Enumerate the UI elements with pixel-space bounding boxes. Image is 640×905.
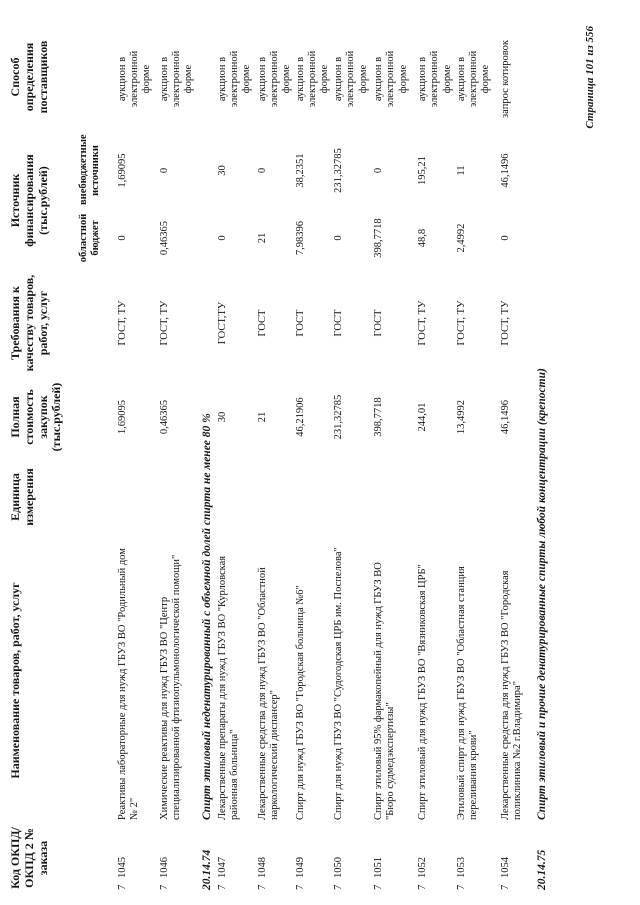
row-regional: 398,7718 bbox=[373, 218, 385, 258]
row-extrabudget: 195,21 bbox=[417, 156, 429, 185]
row-number: 1054 bbox=[499, 857, 511, 878]
row-number: 1051 bbox=[373, 857, 385, 878]
header-code: Код ОКПД/ ОКПД 2 № заказа bbox=[8, 827, 50, 889]
row-unit bbox=[294, 456, 332, 538]
section-code: 20.14.75 bbox=[535, 849, 548, 890]
row-name: Спирт этиловый 95% фармакопейный для нужд ГБУЗ ВО "Бюро судмедэкспертизы" bbox=[373, 562, 397, 820]
row-cost: 0,46365 bbox=[159, 399, 170, 435]
row-extrabudget: 1,69095 bbox=[117, 153, 128, 188]
row-number: 1052 bbox=[417, 857, 429, 878]
row-method: аукцион в электронной форме bbox=[117, 50, 153, 108]
table-row bbox=[372, 21, 416, 893]
row-number: 1049 bbox=[295, 857, 307, 878]
row-requirements: ГОСТ, ТУ bbox=[117, 300, 128, 346]
table-body bbox=[116, 21, 551, 893]
row-requirements: ГОСТ,ТУ bbox=[217, 301, 228, 345]
row-cost: 46,1496 bbox=[499, 399, 511, 435]
header-unit: Единица измерения bbox=[8, 468, 36, 526]
row-unit bbox=[158, 456, 200, 538]
row-unit bbox=[499, 456, 535, 538]
row-regional: 0 bbox=[499, 235, 511, 241]
row-extrabudget: 0 bbox=[373, 167, 385, 174]
table-row bbox=[256, 21, 294, 893]
row-regional: 0 bbox=[217, 235, 228, 241]
row-code-cell bbox=[332, 823, 372, 893]
row-name: Химические реактивы для нужд ГБУЗ ВО "Центр специализированной фтизиопульмонологической помощи" bbox=[159, 554, 183, 820]
row-name: Лекарственные средства для нужд ГБУЗ ВО "Областной наркологический диспансер" bbox=[257, 567, 281, 820]
row-method: аукцион в электронной форме bbox=[295, 50, 331, 108]
row-code: 7 bbox=[117, 884, 128, 890]
row-number: 1048 bbox=[257, 857, 268, 878]
row-unit bbox=[216, 456, 256, 538]
row-unit bbox=[332, 456, 372, 538]
header-name: Наименование товаров, работ, услуг bbox=[8, 582, 22, 779]
row-name: Спирт для нужд ГБУЗ ВО "Судогодская ЦРБ им. Поспелова" bbox=[333, 547, 345, 820]
row-extrabudget: 231,32785 bbox=[333, 148, 345, 193]
row-name: Реактивы лабораторные для нужд ГБУЗ ВО "Родильный дом № 2" bbox=[117, 548, 141, 820]
row-requirements: ГОСТ, ТУ bbox=[499, 300, 511, 346]
row-unit bbox=[455, 456, 499, 538]
row-requirements: ГОСТ bbox=[257, 309, 268, 337]
row-regional: 21 bbox=[257, 232, 268, 244]
header-cost: Полная стоимость закупок (тыс.рублей) bbox=[8, 382, 64, 452]
row-requirements: ГОСТ, ТУ bbox=[455, 300, 467, 346]
row-code-cell bbox=[416, 823, 454, 893]
row-regional: 7,98396 bbox=[295, 220, 307, 256]
row-code: 7 bbox=[295, 884, 307, 890]
row-number: 1050 bbox=[333, 857, 345, 878]
row-method: запрос котировок bbox=[499, 40, 511, 118]
table-row bbox=[416, 21, 454, 893]
row-extrabudget: 0 bbox=[159, 167, 170, 174]
row-cost: 1,69095 bbox=[117, 399, 128, 435]
table-row bbox=[455, 21, 499, 893]
row-extrabudget: 11 bbox=[455, 165, 467, 176]
row-number: 1047 bbox=[217, 857, 228, 878]
row-name: Спирт этиловый для нужд ГБУЗ ВО "Вязниковская ЦРБ" bbox=[417, 564, 429, 820]
table-row bbox=[499, 21, 535, 893]
row-unit bbox=[372, 456, 416, 538]
row-regional: 2,4992 bbox=[455, 223, 467, 253]
row-code-cell bbox=[158, 823, 200, 893]
row-cost: 398,7718 bbox=[373, 397, 385, 437]
section-row bbox=[200, 21, 216, 893]
row-cost: 231,32785 bbox=[333, 394, 345, 440]
procurement-table bbox=[8, 21, 551, 893]
row-requirements: ГОСТ, ТУ bbox=[159, 300, 170, 346]
row-regional: 0 bbox=[333, 235, 345, 241]
row-requirements: ГОСТ, ТУ bbox=[417, 300, 429, 346]
row-name: Лекарственные препараты для нужд ГБУЗ ВО "Курловская районная больница" bbox=[217, 555, 241, 820]
row-code-cell bbox=[455, 823, 499, 893]
table-row bbox=[116, 21, 158, 893]
row-requirements: ГОСТ bbox=[295, 309, 307, 337]
row-code-cell bbox=[294, 823, 332, 893]
row-code: 7 bbox=[499, 884, 511, 890]
row-number: 1046 bbox=[159, 857, 170, 878]
row-number: 1053 bbox=[455, 857, 467, 878]
table-row bbox=[332, 21, 372, 893]
header-source: Источник финансирования (тыс.рублей) bbox=[8, 154, 50, 247]
row-code: 7 bbox=[417, 884, 429, 890]
row-cost: 30 bbox=[217, 411, 228, 423]
row-method: аукцион в электронной форме bbox=[257, 50, 293, 108]
table-row bbox=[294, 21, 332, 893]
row-name: Этиловый спирт для нужд ГБУЗ ВО "Областная станция переливания крови" bbox=[455, 566, 479, 820]
row-requirements: ГОСТ bbox=[333, 309, 345, 337]
header-source-extrabudget: внебюджетные источники bbox=[78, 134, 102, 205]
page-number: Страница 101 из 556 bbox=[584, 26, 596, 129]
section-title: Спирт этиловый и прочие денатурированные спирты любой концентрации (крепости) bbox=[535, 368, 548, 820]
row-regional: 48,8 bbox=[417, 228, 429, 248]
row-cost: 46,21906 bbox=[295, 397, 307, 437]
row-regional: 0 bbox=[117, 235, 128, 241]
row-name: Спирт для нужд ГБУЗ ВО "Городская больница №6" bbox=[295, 585, 307, 820]
row-unit bbox=[256, 456, 294, 538]
row-number: 1045 bbox=[117, 857, 128, 878]
row-cost: 13,4992 bbox=[455, 399, 467, 435]
header-source-regional: областной бюджет bbox=[78, 213, 102, 263]
header-method: Способ определения поставщиков bbox=[8, 40, 50, 114]
row-code-cell bbox=[216, 823, 256, 893]
row-cost: 244,01 bbox=[417, 402, 429, 432]
row-regional: 0,46365 bbox=[159, 220, 170, 256]
section-code: 20.14.74 bbox=[201, 849, 213, 890]
row-method: аукцион в электронной форме bbox=[159, 50, 195, 108]
row-method: аукцион в электронной форме bbox=[417, 50, 453, 108]
row-code-cell bbox=[372, 823, 416, 893]
row-code-cell bbox=[116, 823, 158, 893]
row-code: 7 bbox=[373, 884, 385, 890]
row-code: 7 bbox=[217, 884, 228, 890]
row-code: 7 bbox=[455, 884, 467, 890]
table-row bbox=[216, 21, 256, 893]
row-code: 7 bbox=[159, 884, 170, 890]
row-extrabudget: 38,2351 bbox=[295, 153, 307, 188]
table-row bbox=[158, 21, 200, 893]
row-method: аукцион в электронной форме bbox=[455, 50, 491, 108]
row-unit bbox=[416, 456, 454, 538]
row-name: Лекарственные средства для нужд ГБУЗ ВО "Городская поликлиника №2 г.Владимира" bbox=[499, 570, 523, 820]
row-code: 7 bbox=[257, 884, 268, 890]
row-code-cell bbox=[499, 823, 535, 893]
row-method: аукцион в электронной форме bbox=[217, 50, 253, 108]
row-cost: 21 bbox=[257, 411, 268, 423]
row-unit bbox=[116, 456, 158, 538]
row-method: аукцион в электронной форме bbox=[333, 50, 369, 108]
row-code: 7 bbox=[333, 884, 345, 890]
row-requirements: ГОСТ bbox=[373, 309, 385, 337]
row-extrabudget: 30 bbox=[217, 165, 228, 176]
row-code-cell bbox=[256, 823, 294, 893]
row-extrabudget: 46,1496 bbox=[499, 153, 511, 188]
row-extrabudget: 0 bbox=[257, 167, 268, 174]
section-title: Спирт этиловый неденатурированный с объемной долей спирта не менее 80 % bbox=[201, 413, 213, 820]
row-method: аукцион в электронной форме bbox=[373, 50, 409, 108]
section-row bbox=[535, 21, 551, 893]
header-requirements: Требования к качеству товаров, работ, услуг bbox=[8, 274, 50, 372]
